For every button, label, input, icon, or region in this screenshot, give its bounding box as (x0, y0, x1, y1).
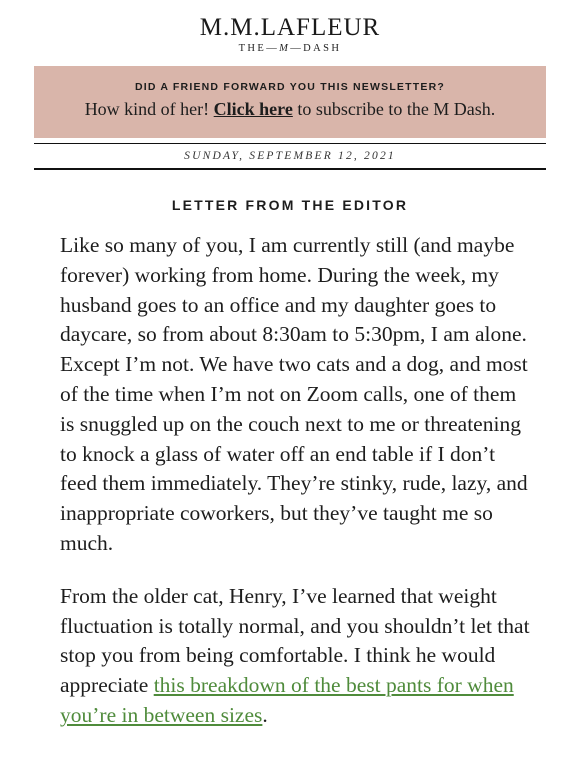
divider-top (34, 143, 546, 144)
promo-text-after: to subscribe to the M Dash. (292, 99, 496, 119)
paragraph-2-text: From the older cat, Henry, I’ve learned that weight fluctuation is totally normal, and you shouldn’t let that stop you from being comfortable. I think he would appreciate (60, 583, 530, 698)
promo-kicker: DID A FRIEND FORWARD YOU THIS NEWSLETTER? (135, 81, 445, 93)
subscribe-promo-banner (34, 66, 546, 138)
promo-text-before: How kind of her! (84, 99, 214, 119)
promo-message (34, 98, 546, 120)
pants-guide-link[interactable]: this breakdown of the best pants for when you’re in between sizes (60, 673, 514, 727)
newsletter-name-right: —DASH (290, 43, 342, 54)
editor-letter (60, 231, 530, 754)
subscribe-link[interactable]: Click here (213, 99, 293, 119)
letter-paragraph-2 (60, 582, 530, 731)
issue-date: SUNDAY, SEPTEMBER 12, 2021 (184, 150, 396, 162)
newsletter-name (0, 43, 580, 55)
brand-logo[interactable]: M.M.LAFLEUR (199, 14, 381, 41)
newsletter-name-left: THE— (238, 43, 280, 54)
letter-paragraph-1: Like so many of you, I am currently still (and maybe forever) working from home. During the week, my husband goes to an office and my daughter goes to daycare, so from about 8:30am to 5:30pm, I am alone. Except I’m not. We have two cats and a dog, and most of the time when I’m not on Zoom calls, one of them is snuggled up on the couch next to me or threatening to knock a glass of water off an end table if I don’t feed them immediately. They’re stinky, rude, lazy, and inappropriate coworkers, but they’ve taught me so much. (60, 233, 528, 555)
newsletter-name-m: M (279, 43, 291, 54)
divider-bottom (34, 168, 546, 170)
paragraph-2-end: . (262, 702, 268, 727)
newsletter-header (0, 14, 580, 55)
section-title: LETTER FROM THE EDITOR (171, 197, 409, 213)
